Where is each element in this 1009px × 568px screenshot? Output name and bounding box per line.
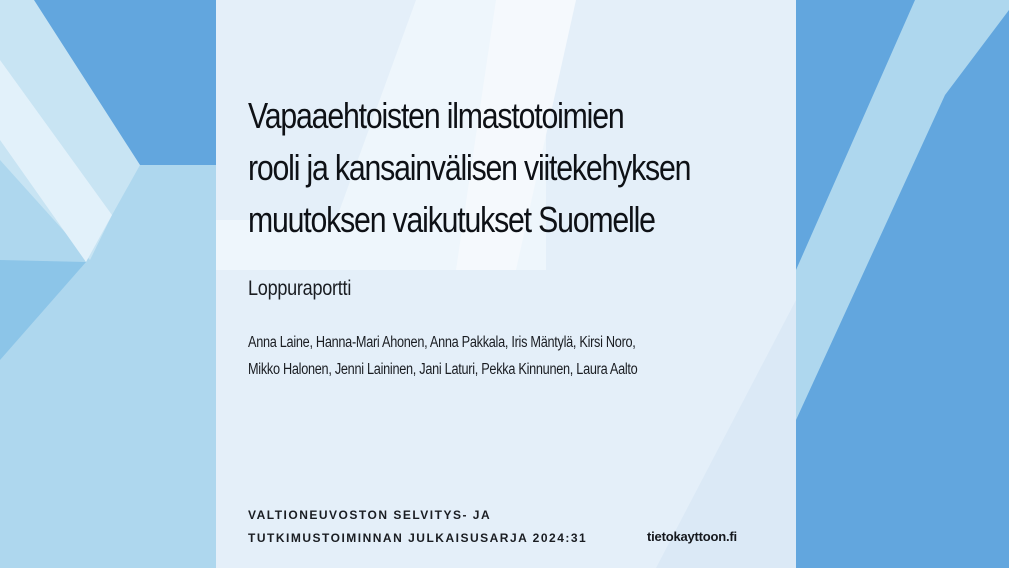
publication-series <box>248 504 587 550</box>
author-list <box>248 329 637 383</box>
series-line: TUTKIMUSTOIMINNAN JULKAISUSARJA 2024:31 <box>248 531 588 545</box>
report-title <box>248 90 706 246</box>
report-cover <box>216 0 796 568</box>
report-title-line: rooli ja kansainvälisen viitekehyksen <box>248 147 691 188</box>
author-line: Mikko Halonen, Jenni Laininen, Jani Laturi, Pekka Kinnunen, Laura Aalto <box>248 361 638 378</box>
series-line: VALTIONEUVOSTON SELVITYS- JA <box>248 508 492 522</box>
author-line: Anna Laine, Hanna-Mari Ahonen, Anna Pakkala, Iris Mäntylä, Kirsi Noro, <box>248 334 636 351</box>
report-subtitle: Loppuraportti <box>248 277 352 300</box>
report-title-line: muutoksen vaikutukset Suomelle <box>248 199 655 240</box>
website-label: tietokayttoon.fi <box>647 529 737 544</box>
report-title-line: Vapaaehtoisten ilmastotoimien <box>248 95 624 136</box>
